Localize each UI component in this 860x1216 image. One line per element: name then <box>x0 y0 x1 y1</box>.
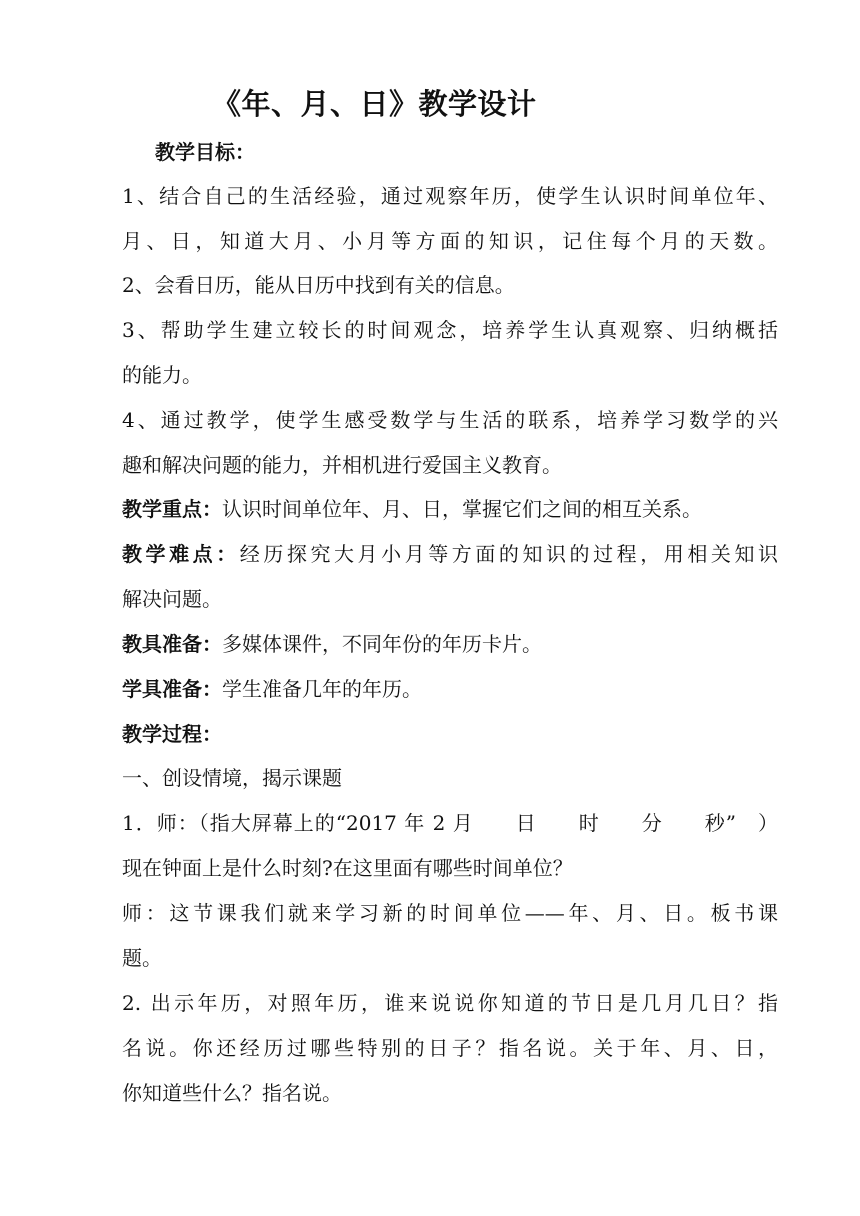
objective-3-line-2: 的能力。 <box>122 363 202 387</box>
key-point-line <box>122 494 702 524</box>
key-point-text: 认识时间单位年、月、日，掌握它们之间的相互关系。 <box>222 497 702 521</box>
student-tools-line <box>122 674 422 704</box>
step-1-line-2: 现在钟面上是什么时刻?在这里面有哪些时间单位？ <box>122 856 573 880</box>
step-1-line-4: 题。 <box>122 946 162 970</box>
step-1-line-1: 1．师：（指大屏幕上的“2017 年 2 月 日 时 分 秒” ） <box>122 811 778 835</box>
step-2-line-3: 你知道些什么？指名说。 <box>122 1081 342 1105</box>
difficulty-label: 教学难点： <box>122 542 240 566</box>
document-title: 《年、月、日》教学设计 <box>212 87 537 121</box>
teacher-tools-text: 多媒体课件，不同年份的年历卡片。 <box>222 632 542 656</box>
step-1-line-3: 师：这节课我们就来学习新的时间单位——年、月、日。板书课 <box>122 901 778 925</box>
objectives-heading: 教学目标： <box>155 140 255 164</box>
objective-1-line-1: 1、结合自己的生活经验，通过观察年历，使学生认识时间单位年、 <box>122 184 778 208</box>
objective-1-line-2: 月、日，知道大月、小月等方面的知识，记住每个月的天数。 <box>122 229 778 253</box>
teacher-tools-line <box>122 629 542 659</box>
objective-3-line-1: 3、帮助学生建立较长的时间观念，培养学生认真观察、归纳概括 <box>122 318 778 342</box>
key-point-label: 教学重点： <box>122 497 222 521</box>
objective-4-line-2: 趣和解决问题的能力，并相机进行爱国主义教育。 <box>122 453 562 477</box>
difficulty-line-1 <box>122 539 778 569</box>
difficulty-line-2: 解决问题。 <box>122 587 222 611</box>
student-tools-label: 学具准备： <box>122 677 222 701</box>
objective-2-line-1: 2、会看日历，能从日历中找到有关的信息。 <box>122 273 515 297</box>
section-1-heading: 一、创设情境，揭示课题 <box>122 766 342 790</box>
objective-4-line-1: 4、通过教学，使学生感受数学与生活的联系，培养学习数学的兴 <box>122 408 778 432</box>
difficulty-text-1: 经历探究大月小月等方面的知识的过程，用相关知识 <box>239 542 779 566</box>
step-2-line-1: 2. 出示年历，对照年历，谁来说说你知道的节日是几月几日？指 <box>122 991 778 1015</box>
teacher-tools-label: 教具准备： <box>122 632 222 656</box>
student-tools-text: 学生准备几年的年历。 <box>222 677 422 701</box>
step-2-line-2: 名说。你还经历过哪些特别的日子？指名说。关于年、月、日， <box>122 1036 778 1060</box>
process-heading: 教学过程： <box>122 722 222 746</box>
